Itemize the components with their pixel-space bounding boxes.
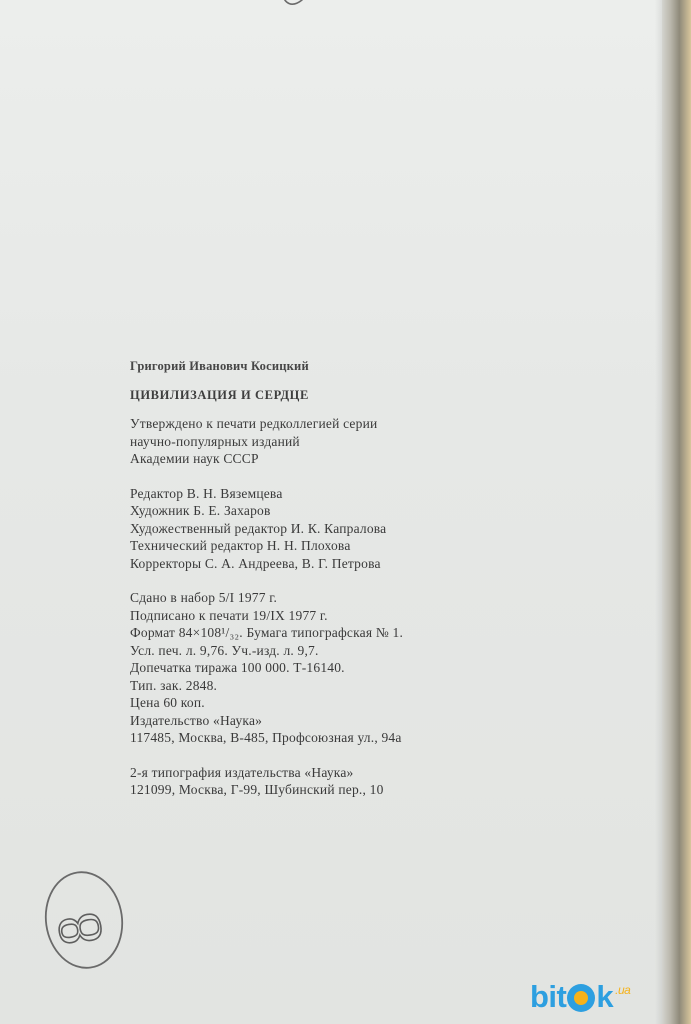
production-line: Тип. зак. 2848. bbox=[130, 677, 218, 693]
printer-block bbox=[130, 764, 550, 799]
production-block bbox=[130, 589, 550, 747]
production-line: Допечатка тиража 100 000. Т-16140. bbox=[130, 660, 345, 675]
credit-artist: Художник Б. Е. Захаров bbox=[130, 503, 271, 518]
pencil-mark-top bbox=[278, 0, 308, 14]
handwritten-number-text: 8 bbox=[44, 907, 117, 951]
handwritten-circled-number bbox=[40, 864, 130, 974]
approval-line: Академии наук СССР bbox=[130, 451, 259, 466]
credit-editor: Редактор В. Н. Вяземцева bbox=[130, 485, 283, 501]
printer-line: 121099, Москва, Г-99, Шубинский пер., 10 bbox=[130, 782, 384, 797]
book-cover-edge bbox=[662, 0, 691, 1024]
credit-tech-editor: Технический редактор Н. Н. Плохова bbox=[130, 538, 351, 553]
book-title: ЦИВИЛИЗАЦИЯ И СЕРДЦЕ bbox=[130, 387, 309, 402]
logo-domain-suffix: .ua bbox=[615, 983, 631, 997]
production-line: Издательство «Наука» bbox=[130, 712, 263, 728]
credit-proofreaders: Корректоры С. А. Андреева, В. Г. Петрова bbox=[130, 555, 381, 571]
approval-line: научно-популярных изданий bbox=[130, 433, 300, 449]
approval-block bbox=[130, 415, 550, 468]
logo-text-left: bit bbox=[530, 979, 567, 1014]
production-line: 117485, Москва, В-485, Профсоюзная ул., 94а bbox=[130, 730, 402, 745]
coin-icon bbox=[567, 984, 595, 1012]
credit-art-editor: Художественный редактор И. К. Капралова bbox=[130, 520, 387, 536]
production-line: Сдано в набор 5/I 1977 г. bbox=[130, 590, 278, 605]
logo-text-right: k bbox=[596, 979, 614, 1014]
production-line: Усл. печ. л. 9,76. Уч.-изд. л. 9,7. bbox=[130, 642, 319, 658]
approval-line: Утверждено к печати редколлегией серии bbox=[130, 416, 378, 431]
production-line: Цена 60 коп. bbox=[130, 695, 205, 710]
production-line: Подписано к печати 19/IX 1977 г. bbox=[130, 607, 328, 623]
credits-block bbox=[130, 485, 550, 573]
production-line: Формат 84×108¹/₃₂. Бумага типографская № 1. bbox=[130, 625, 404, 640]
imprint-block bbox=[130, 358, 550, 799]
bitok-watermark-logo[interactable] bbox=[530, 977, 630, 1017]
author-name: Григорий Иванович Косицкий bbox=[130, 359, 309, 373]
printer-line: 2-я типография издательства «Наука» bbox=[130, 764, 354, 780]
